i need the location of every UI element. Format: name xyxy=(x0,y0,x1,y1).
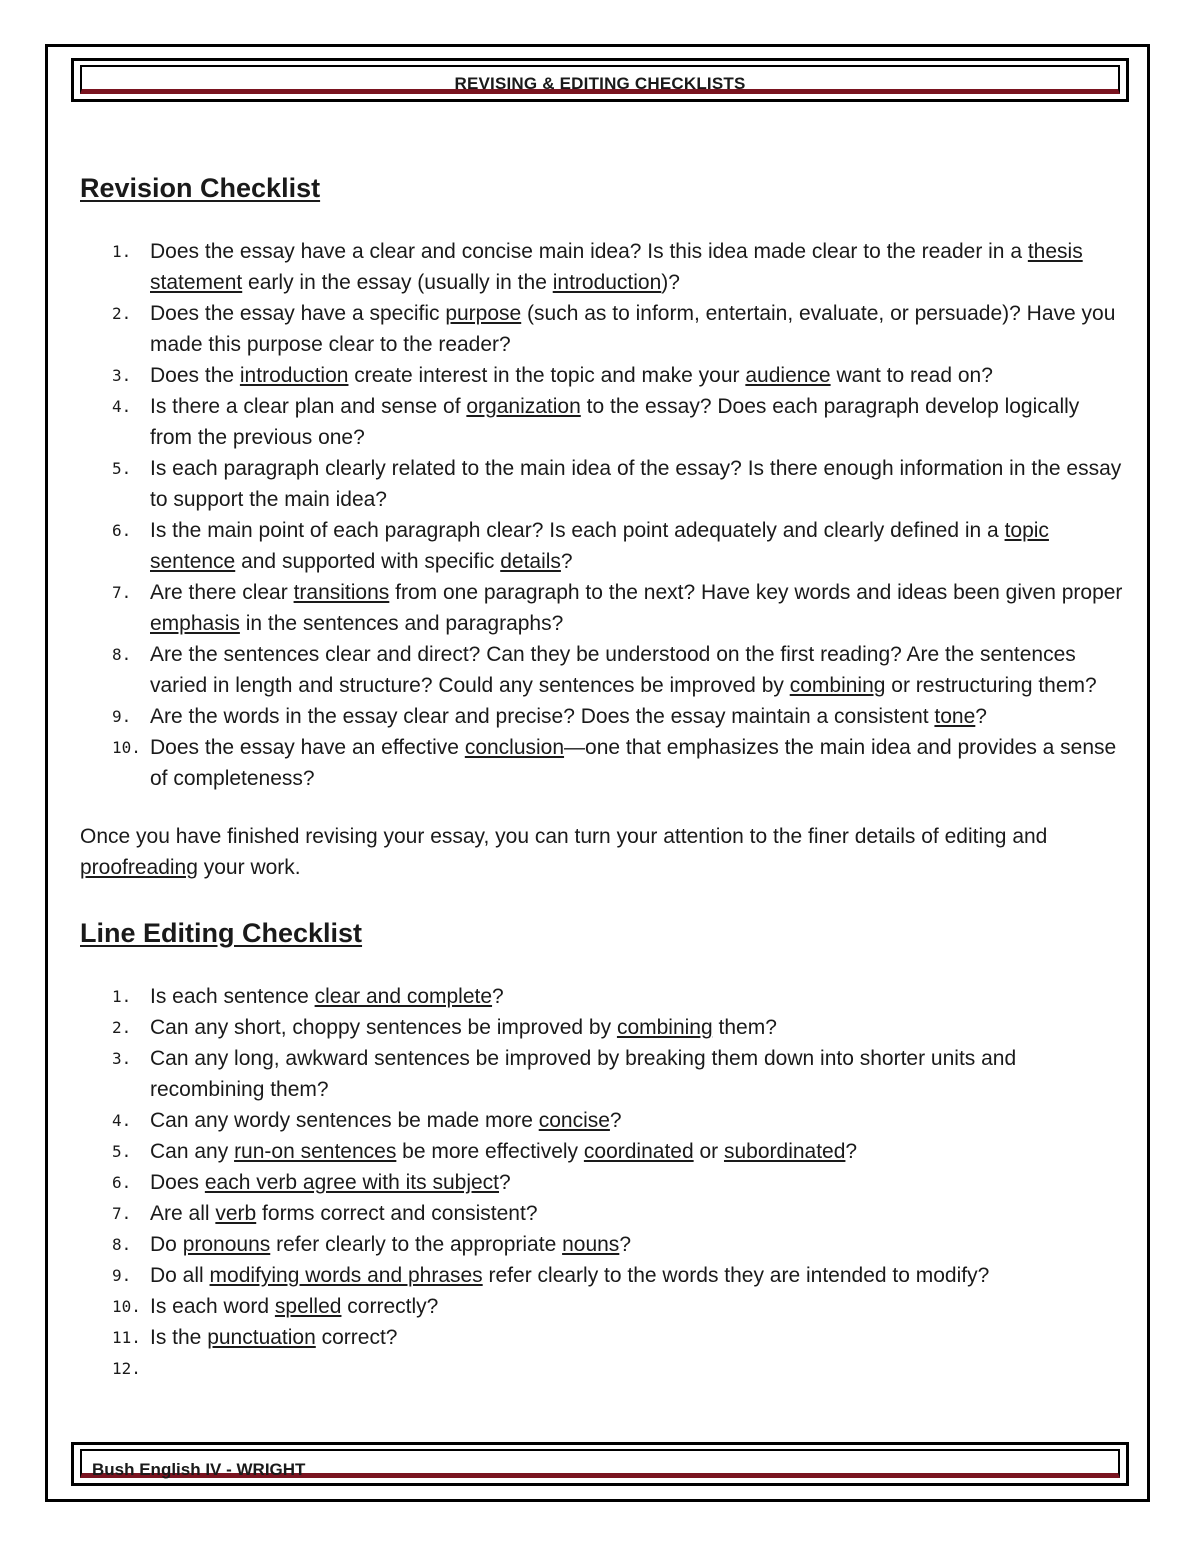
item-number: 5. xyxy=(112,1142,132,1161)
item-number: 1. xyxy=(112,987,132,1006)
document-title: REVISING & EDITING CHECKLISTS xyxy=(454,74,746,93)
item-underlined-term: each verb agree with its subject xyxy=(204,1171,500,1194)
item-text: )? xyxy=(661,271,680,294)
checklist-item xyxy=(80,732,1125,794)
item-number: 8. xyxy=(112,645,132,664)
checklist-item xyxy=(80,1105,1125,1136)
item-underlined-term: organization xyxy=(466,395,581,418)
item-number: 9. xyxy=(112,707,132,726)
item-text: ? xyxy=(492,985,504,1008)
revision-checklist xyxy=(80,236,1125,794)
item-text: Does the xyxy=(150,364,240,387)
checklist-item xyxy=(80,1043,1125,1105)
item-number: 9. xyxy=(112,1266,132,1285)
checklist-item xyxy=(80,1136,1125,1167)
checklist-item xyxy=(80,298,1125,360)
item-number: 1. xyxy=(112,242,132,261)
item-number: 6. xyxy=(112,521,132,540)
item-text: Are the words in the essay clear and precise? Does the essay maintain a consistent xyxy=(150,705,935,728)
item-text: Are there clear xyxy=(150,581,294,604)
item-number: 11. xyxy=(112,1328,141,1347)
item-text: Are the sentences clear and direct? Can they be understood on the first reading? Are the sentences varied in length and structure? Could any sentences be improved by xyxy=(150,643,1076,697)
revision-checklist-heading: Revision Checklist xyxy=(80,173,321,203)
item-underlined-term: modifying words and phrases xyxy=(209,1264,483,1287)
item-text: Does xyxy=(150,1171,205,1194)
item-text: refer clearly to the appropriate xyxy=(270,1233,563,1256)
item-number: 10. xyxy=(112,1297,141,1316)
item-text: Is each word xyxy=(150,1295,275,1318)
item-text: Can any long, awkward sentences be improved by breaking them down into shorter units and recombining them? xyxy=(150,1047,1017,1101)
item-underlined-term: tone xyxy=(934,705,976,728)
item-number: 4. xyxy=(112,397,132,416)
item-text: and supported with specific xyxy=(235,550,501,573)
transition-text-end: your work. xyxy=(197,856,301,879)
item-text: ? xyxy=(845,1140,858,1163)
item-underlined-term: punctuation xyxy=(207,1326,316,1349)
item-number: 2. xyxy=(112,1018,132,1037)
item-underlined-term: nouns xyxy=(562,1233,620,1256)
item-text: early in the essay (usually in the xyxy=(242,271,553,294)
item-text: ? xyxy=(499,1171,511,1194)
item-text: or xyxy=(693,1140,724,1163)
item-underlined-term: transitions xyxy=(293,581,390,604)
item-text: Is the xyxy=(150,1326,208,1349)
item-underlined-term: combining xyxy=(616,1016,713,1039)
item-underlined-term: audience xyxy=(745,364,831,387)
item-text: ? xyxy=(975,705,987,728)
item-text: Can any xyxy=(150,1140,235,1163)
item-number: 8. xyxy=(112,1235,132,1254)
line-editing-checklist-heading: Line Editing Checklist xyxy=(80,918,363,948)
item-text: want to read on? xyxy=(830,364,993,387)
checklist-item xyxy=(80,391,1125,453)
item-text: Does the essay have a clear and concise main idea? Is this idea made clear to the reader in a xyxy=(150,240,1028,263)
checklist-item xyxy=(80,701,1125,732)
item-underlined-term: pronouns xyxy=(182,1233,271,1256)
content xyxy=(80,170,1125,1378)
item-text: correct? xyxy=(315,1326,398,1349)
item-number: 7. xyxy=(112,583,132,602)
item-text: (such as to inform, entertain, evaluate, or persuade)? Have you made this purpose clear to the reader? xyxy=(150,302,1116,356)
checklist-item xyxy=(80,515,1125,577)
checklist-item xyxy=(80,639,1125,701)
item-underlined-term: subordinated xyxy=(723,1140,846,1163)
header-banner xyxy=(71,58,1129,102)
item-text: Do xyxy=(150,1233,183,1256)
item-underlined-term: introduction xyxy=(552,271,662,294)
item-text: them? xyxy=(712,1016,777,1039)
checklist-item xyxy=(80,236,1125,298)
item-text: in the sentences and paragraphs? xyxy=(239,612,564,635)
item-number: 3. xyxy=(112,366,132,385)
item-number: 2. xyxy=(112,304,132,323)
checklist-item xyxy=(80,1167,1125,1198)
item-number: 4. xyxy=(112,1111,132,1130)
item-underlined-term: clear and complete xyxy=(314,985,493,1008)
item-text: forms correct and consistent? xyxy=(256,1202,538,1225)
transition-paragraph xyxy=(80,821,1125,883)
item-number: 12. xyxy=(112,1359,141,1378)
checklist-item xyxy=(80,360,1125,391)
item-underlined-term: combining xyxy=(789,674,886,697)
item-number: 7. xyxy=(112,1204,132,1223)
item-underlined-term: spelled xyxy=(274,1295,342,1318)
item-text: Is each sentence xyxy=(150,985,315,1008)
footer-banner xyxy=(71,1442,1129,1486)
checklist-item xyxy=(80,1322,1125,1353)
item-underlined-term: emphasis xyxy=(150,612,240,635)
checklist-item xyxy=(80,1291,1125,1322)
item-text: refer clearly to the words they are intended to modify? xyxy=(482,1264,990,1287)
header-banner-inner xyxy=(80,65,1120,94)
item-underlined-term: conclusion xyxy=(464,736,565,759)
line-editing-checklist xyxy=(80,981,1125,1378)
item-text: Does the essay have an effective xyxy=(150,736,465,759)
checklist-item xyxy=(80,1260,1125,1291)
item-text: ? xyxy=(619,1233,631,1256)
item-text: be more effectively xyxy=(396,1140,584,1163)
item-text: Do all xyxy=(150,1264,210,1287)
checklist-item xyxy=(80,981,1125,1012)
item-number: 3. xyxy=(112,1049,132,1068)
item-underlined-term: thesis statement xyxy=(150,240,1083,294)
item-underlined-term: concise xyxy=(538,1109,610,1132)
item-underlined-term: coordinated xyxy=(583,1140,694,1163)
item-text: Does the essay have a specific xyxy=(150,302,446,325)
item-number: 5. xyxy=(112,459,132,478)
item-text: —one that emphasizes the main idea and provides a sense of completeness? xyxy=(150,736,1117,790)
item-text: Can any wordy sentences be made more xyxy=(150,1109,539,1132)
item-underlined-term: topic sentence xyxy=(150,519,1049,573)
item-underlined-term: purpose xyxy=(445,302,522,325)
item-text: Can any short, choppy sentences be improved by xyxy=(150,1016,617,1039)
item-text: from one paragraph to the next? Have key words and ideas been given proper xyxy=(389,581,1123,604)
footer-banner-inner xyxy=(80,1449,1120,1478)
item-text: Is there a clear plan and sense of xyxy=(150,395,467,418)
item-text: or restructuring them? xyxy=(885,674,1097,697)
checklist-item xyxy=(80,453,1125,515)
checklist-item xyxy=(80,577,1125,639)
item-text: to the essay? Does each paragraph develop logically from the previous one? xyxy=(150,395,1080,449)
checklist-item xyxy=(80,1229,1125,1260)
item-text: create interest in the topic and make your xyxy=(348,364,746,387)
item-text: correctly? xyxy=(341,1295,439,1318)
footer-text: Bush English IV - WRIGHT xyxy=(92,1460,306,1479)
checklist-item xyxy=(80,1198,1125,1229)
item-number: 10. xyxy=(112,738,141,757)
item-text: Is the main point of each paragraph clear? Is each point adequately and clearly defined in a xyxy=(150,519,1005,542)
checklist-item xyxy=(80,1012,1125,1043)
item-text: Is each paragraph clearly related to the main idea of the essay? Is there enough information in the essay to support the main idea? xyxy=(150,457,1122,511)
item-text: ? xyxy=(560,550,573,573)
item-underlined-term: run-on sentences xyxy=(234,1140,397,1163)
item-underlined-term: verb xyxy=(215,1202,257,1225)
item-text: ? xyxy=(609,1109,622,1132)
item-underlined-term: introduction xyxy=(239,364,349,387)
transition-text: Once you have finished revising your essay, you can turn your attention to the finer details of editing and xyxy=(80,825,1048,848)
item-underlined-term: details xyxy=(500,550,561,573)
item-number: 6. xyxy=(112,1173,132,1192)
item-text: Are all xyxy=(150,1202,216,1225)
transition-underlined-term: proofreading xyxy=(80,856,198,879)
